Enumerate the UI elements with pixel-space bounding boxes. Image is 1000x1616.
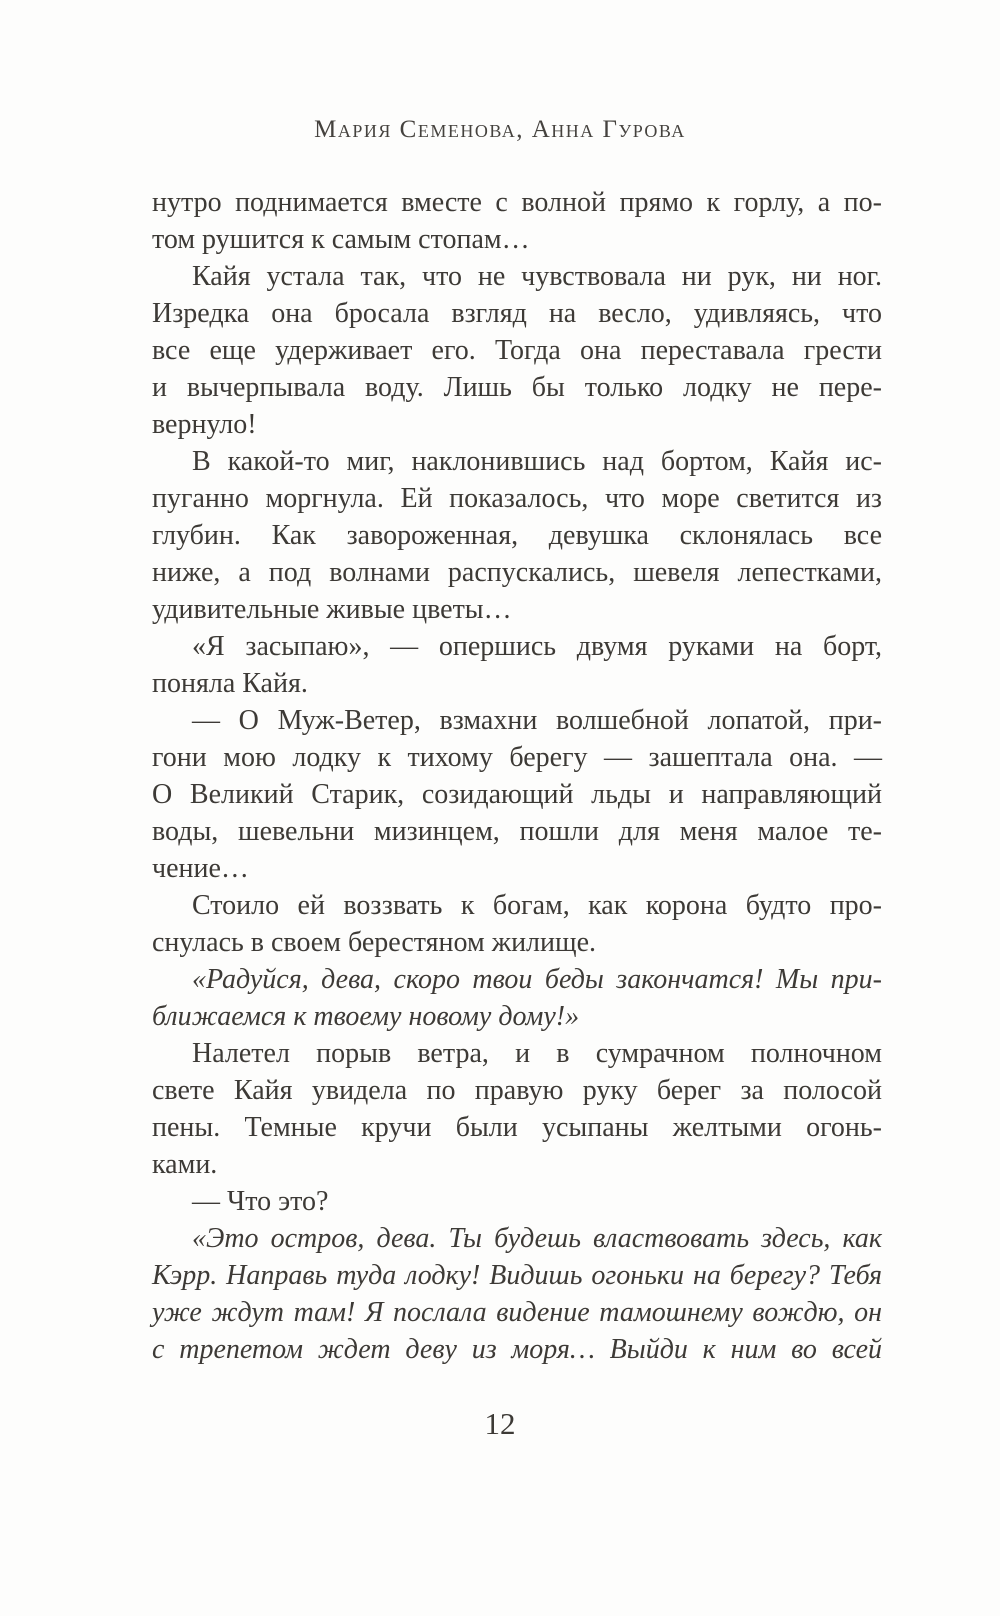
text-line: вернуло! xyxy=(152,409,257,440)
text-line: гони мою лодку к тихому берегу — зашептала она. — xyxy=(152,742,882,773)
text-line: Налетел порыв ветра, и в сумрачном полночном xyxy=(192,1038,882,1069)
text-line: все еще удерживает его. Тогда она переставала грести xyxy=(152,335,882,366)
text-line: О Великий Старик, созидающий льды и направляющий xyxy=(152,779,882,810)
text-line: глубин. Как завороженная, девушка склонялась все xyxy=(152,520,882,551)
text-line: том рушится к самым стопам… xyxy=(152,224,530,255)
text-line: нутро поднимается вместе с волной прямо к горлу, а по- xyxy=(152,187,882,218)
body-text-block xyxy=(152,184,882,1368)
text-line: ниже, а под волнами распускались, шевеля лепестками, xyxy=(152,557,882,588)
text-line: «Это остров, дева. Ты будешь властвовать здесь, как xyxy=(192,1223,882,1254)
text-line: пены. Темные кручи были усыпаны желтыми огонь- xyxy=(152,1112,882,1143)
text-line: — Что это? xyxy=(192,1186,329,1217)
text-line: воды, шевельни мизинцем, пошли для меня малое те- xyxy=(152,816,882,847)
text-line: — О Муж-Ветер, взмахни волшебной лопатой, при- xyxy=(192,705,882,736)
text-line: уже ждут там! Я послала видение тамошнему вождю, он xyxy=(152,1297,882,1328)
text-line: ближаемся к твоему новому дому!» xyxy=(152,1001,580,1032)
text-line: поняла Кайя. xyxy=(152,668,308,699)
text-line: «Я засыпаю», — опершись двумя руками на борт, xyxy=(192,631,882,662)
running-head-authors: Мария Семенова, Анна Гурова xyxy=(314,116,686,143)
text-line: Кайя устала так, что не чувствовала ни рук, ни ног. xyxy=(192,261,882,292)
text-line: и вычерпывала воду. Лишь бы только лодку не пере- xyxy=(152,372,882,403)
text-line: чение… xyxy=(152,853,249,884)
page-number: 12 xyxy=(484,1406,516,1441)
text-line: Стоило ей воззвать к богам, как корона будто про- xyxy=(192,890,882,921)
text-line: ками. xyxy=(152,1149,218,1180)
text-line: удивительные живые цветы… xyxy=(152,594,512,625)
text-line: пуганно моргнула. Ей показалось, что море светится из xyxy=(152,483,882,514)
text-line: «Радуйся, дева, скоро твои беды закончатся! Мы при- xyxy=(192,964,882,995)
text-line: снулась в своем берестяном жилище. xyxy=(152,927,596,958)
text-line: Кэрр. Направь туда лодку! Видишь огоньки на берегу? Тебя xyxy=(152,1260,882,1291)
text-line: с трепетом ждет деву из моря… Выйди к ним во всей xyxy=(152,1334,882,1365)
text-line: Изредка она бросала взгляд на весло, удивляясь, что xyxy=(152,298,882,329)
text-line: свете Кайя увидела по правую руку берег за полосой xyxy=(152,1075,882,1106)
text-line: В какой-то миг, наклонившись над бортом, Кайя ис- xyxy=(192,446,882,477)
